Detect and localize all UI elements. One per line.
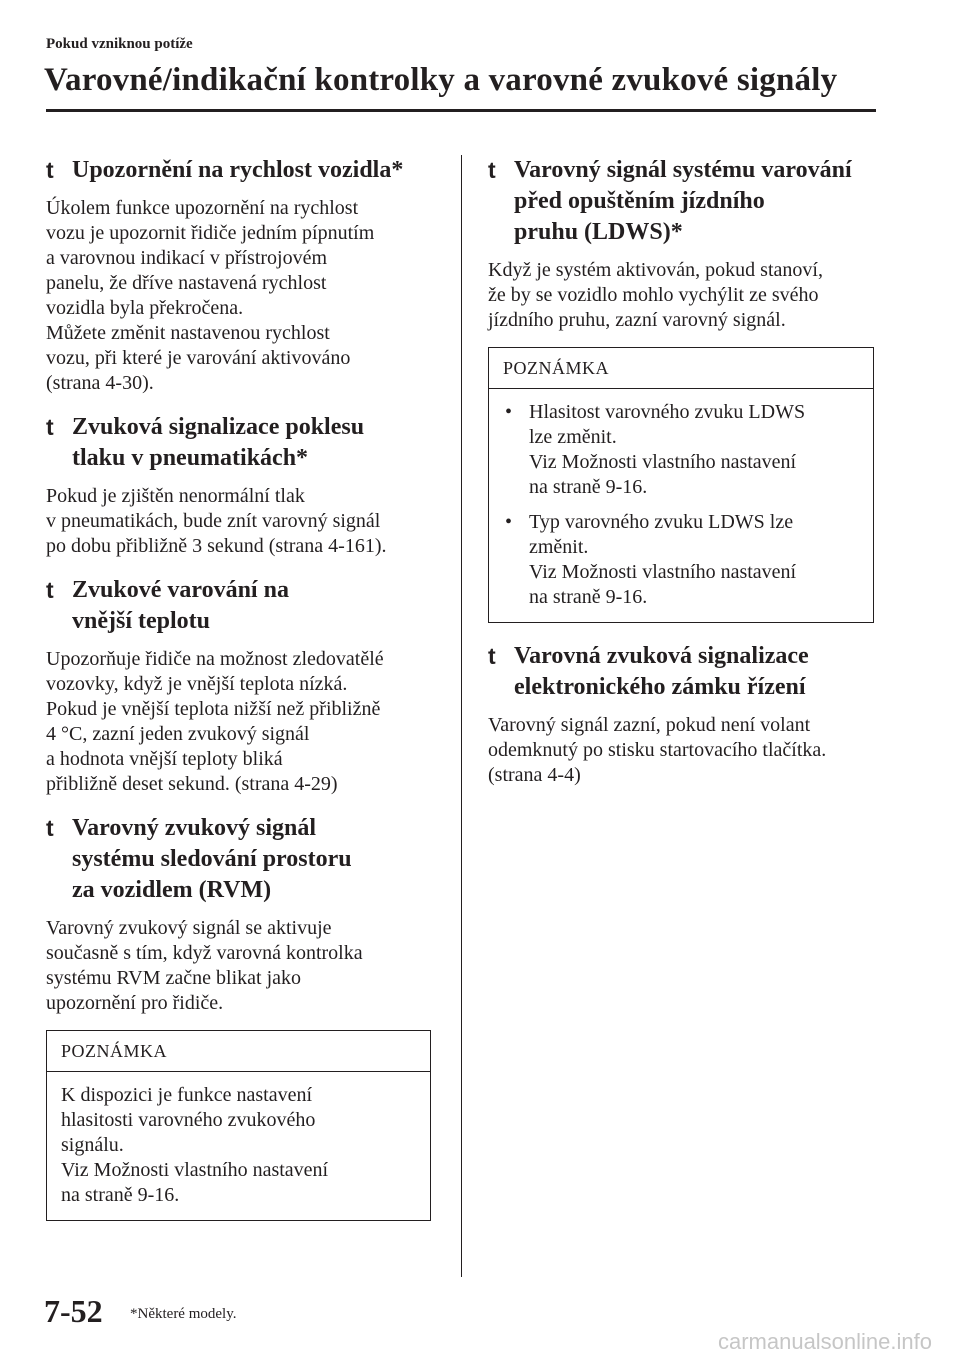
note-label: POZNÁMKA xyxy=(47,1031,430,1072)
section-bullet-icon: t xyxy=(46,577,54,603)
section-heading-text: Varovná zvuková signalizace elektronického zámku řízení xyxy=(514,643,809,700)
section-speed-alert xyxy=(46,155,431,396)
column-divider xyxy=(461,155,462,1277)
section-bullet-icon: t xyxy=(46,414,54,440)
section-outside-temperature xyxy=(46,575,431,797)
section-heading xyxy=(46,813,431,906)
bullet-dot-icon: • xyxy=(505,511,513,533)
note-box xyxy=(46,1030,431,1221)
section-heading xyxy=(488,155,874,248)
section-body: Upozorňuje řidiče na možnost zledovatělé vozovky, když je vnější teplota nízká. Pokud je vnější teplota nižší než přibližně 4 °C, zazní jeden zvukový signál a hodnota vnější teploty bliká přibližně deset sekund. (strana 4-29) xyxy=(46,648,384,795)
watermark: carmanualsonline.info xyxy=(717,1329,932,1354)
note-item-text: Hlasitost varovného zvuku LDWS lze změnit. Viz Možnosti vlastního nastavení na straně 9-16. xyxy=(529,401,806,498)
left-column xyxy=(46,155,431,1239)
right-column xyxy=(488,155,874,804)
section-body: Varovný zvukový signál se aktivuje současně s tím, když varovná kontrolka systému RVM začne blikat jako upozornění pro řidiče. xyxy=(46,917,363,1014)
section-tire-pressure xyxy=(46,412,431,559)
breadcrumb: Pokud vzniknou potíže xyxy=(46,36,193,52)
section-body: Úkolem funkce upozornění na rychlost vozu je upozornit řidiče jedním pípnutím a varovnou indikací v přístrojovém panelu, že dříve nastavená rychlost vozidla byla překročena. Můžete změnit nastavenou rychlost vozu, při které je varování aktivováno (strana 4-30). xyxy=(46,197,375,394)
section-bullet-icon: t xyxy=(46,815,54,841)
section-bullet-icon: t xyxy=(488,643,496,669)
section-steering-lock xyxy=(488,641,874,788)
page-title: Varovné/indikační kontrolky a varovné zvukové signály xyxy=(44,62,838,98)
note-list-item xyxy=(503,400,859,500)
bullet-dot-icon: • xyxy=(505,401,513,423)
section-body: Když je systém aktivován, pokud stanoví, že by se vozidlo mohlo vychýlit ze svého jízdního pruhu, zazní varovný signál. xyxy=(488,259,823,331)
section-body: Pokud je zjištěn nenormální tlak v pneumatikách, bude znít varovný signál po dobu přibližně 3 sekund (strana 4-161). xyxy=(46,485,387,557)
section-heading-text: Varovný signál systému varování před opuštěním jízdního pruhu (LDWS)* xyxy=(514,157,852,245)
note-text: K dispozici je funkce nastavení hlasitosti varovného zvukového signálu. Viz Možnosti vlastního nastavení na straně 9-16. xyxy=(61,1084,329,1206)
note-box xyxy=(488,347,874,623)
section-heading-text: Varovný zvukový signál systému sledování prostoru za vozidlem (RVM) xyxy=(72,815,352,903)
title-divider xyxy=(46,109,876,112)
section-heading-text: Upozornění na rychlost vozidla* xyxy=(72,157,404,183)
page-number: 7-52 xyxy=(44,1293,103,1329)
footnote: *Některé modely. xyxy=(130,1306,237,1322)
note-list-item xyxy=(503,510,859,610)
note-label: POZNÁMKA xyxy=(489,348,873,389)
section-ldws xyxy=(488,155,874,623)
section-bullet-icon: t xyxy=(46,157,54,183)
section-rvm xyxy=(46,813,431,1221)
section-heading xyxy=(46,155,431,186)
section-bullet-icon: t xyxy=(488,157,496,183)
section-heading xyxy=(46,412,431,474)
note-item-text: Typ varovného zvuku LDWS lze změnit. Viz Možnosti vlastního nastavení na straně 9-16. xyxy=(529,511,797,608)
section-heading xyxy=(488,641,874,703)
section-heading xyxy=(46,575,431,637)
section-heading-text: Zvuková signalizace poklesu tlaku v pneumatikách* xyxy=(72,414,365,471)
section-heading-text: Zvukové varování na vnější teplotu xyxy=(72,577,289,634)
section-body: Varovný signál zazní, pokud není volant odemknutý po stisku startovacího tlačítka. (strana 4-4) xyxy=(488,714,827,786)
note-list xyxy=(489,389,873,622)
